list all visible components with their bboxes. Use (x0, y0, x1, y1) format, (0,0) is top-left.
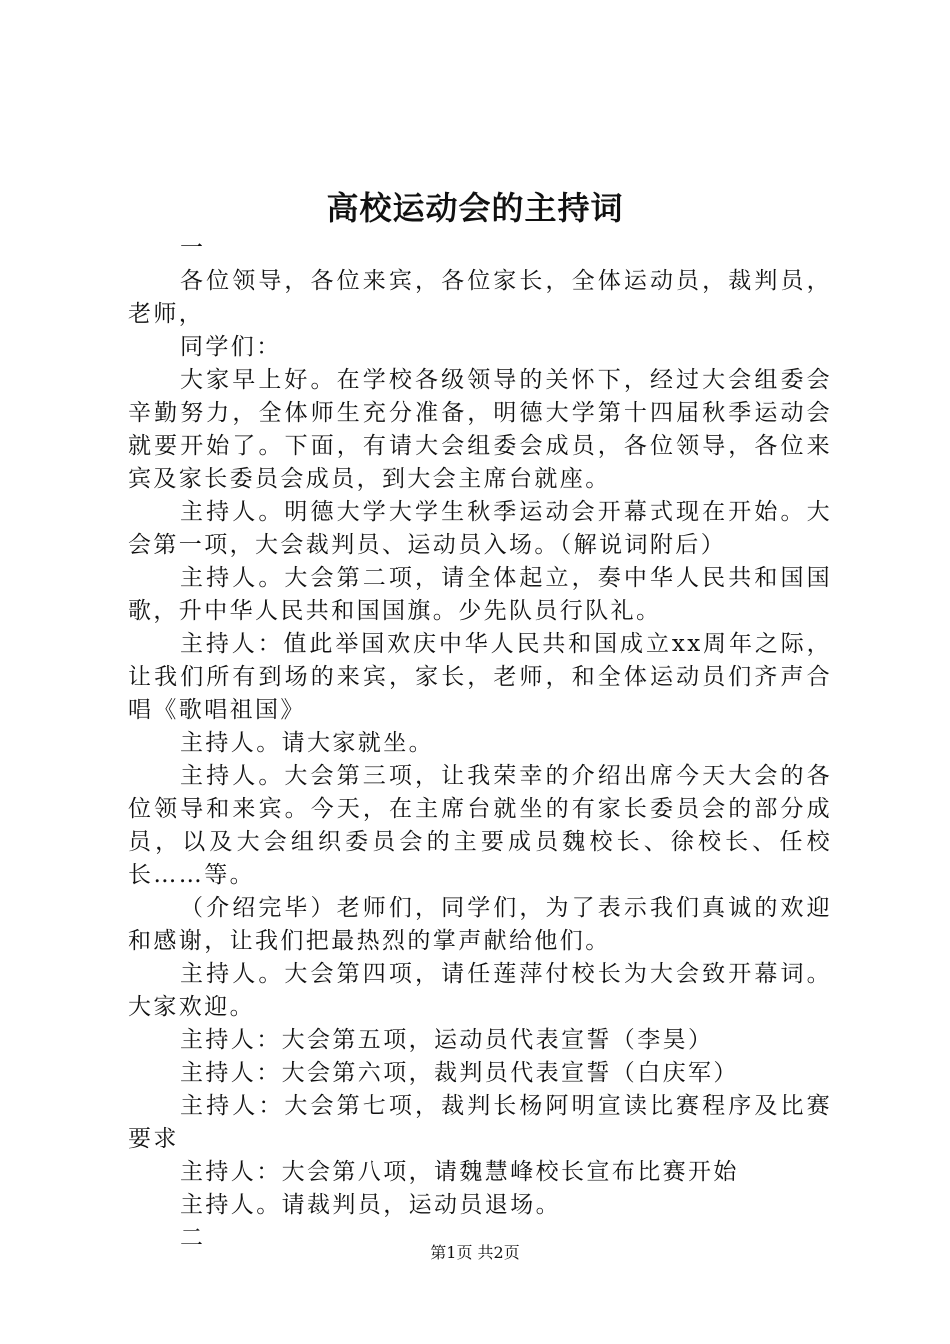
paragraph-song: 主持人：值此举国欢庆中华人民共和国成立xx周年之际，让我们所有到场的来宾，家长，老师，和全体运动员们齐声合唱《歌唱祖国》 (128, 631, 832, 723)
paragraph-opening: 大家早上好。在学校各级领导的关怀下，经过大会组委会辛勤努力，全体师生充分准备，明德大学第十四届秋季运动会就要开始了。下面，有请大会组委会成员，各位领导，各位来宾及家长委员会成员，到大会主席台就座。 (128, 367, 832, 492)
paragraph-item-4: 主持人。大会第四项，请任莲萍付校长为大会致开幕词。大家欢迎。 (128, 961, 832, 1020)
section-heading-one: 一 (180, 235, 206, 261)
paragraph-item-1: 主持人。明德大学大学生秋季运动会开幕式现在开始。大会第一项，大会裁判员、运动员入场。（解说词附后） (128, 499, 832, 558)
paragraph-item-6: 主持人：大会第六项，裁判员代表宣誓（白庆军） (180, 1060, 739, 1086)
paragraph-students: 同学们： (180, 334, 282, 360)
paragraph-exit: 主持人。请裁判员，运动员退场。 (180, 1192, 561, 1218)
document-title: 高校运动会的主持词 (326, 189, 624, 227)
page-number-footer: 第1页 共2页 (430, 1243, 520, 1262)
paragraph-greeting: 各位领导，各位来宾，各位家长，全体运动员，裁判员，老师， (128, 268, 832, 327)
paragraph-be-seated: 主持人。请大家就坐。 (180, 730, 434, 756)
paragraph-item-3: 主持人。大会第三项，让我荣幸的介绍出席今天大会的各位领导和来宾。今天，在主席台就坐的有家长委员会的部分成员，以及大会组织委员会的主要成员魏校长、徐校长、任校长……等。 (128, 763, 832, 888)
document-body (128, 232, 832, 1255)
paragraph-item-7: 主持人：大会第七项，裁判长杨阿明宣读比赛程序及比赛要求 (128, 1093, 832, 1152)
paragraph-item-5: 主持人：大会第五项，运动员代表宣誓（李昊） (180, 1027, 714, 1053)
section-heading-two: 二 (180, 1225, 206, 1251)
paragraph-item-2: 主持人。大会第二项，请全体起立，奏中华人民共和国国歌，升中华人民共和国国旗。少先队员行队礼。 (128, 565, 832, 624)
paragraph-applause: （介绍完毕）老师们，同学们，为了表示我们真诚的欢迎和感谢，让我们把最热烈的掌声献给他们。 (128, 895, 832, 954)
paragraph-item-8: 主持人：大会第八项，请魏慧峰校长宣布比赛开始 (180, 1159, 739, 1185)
